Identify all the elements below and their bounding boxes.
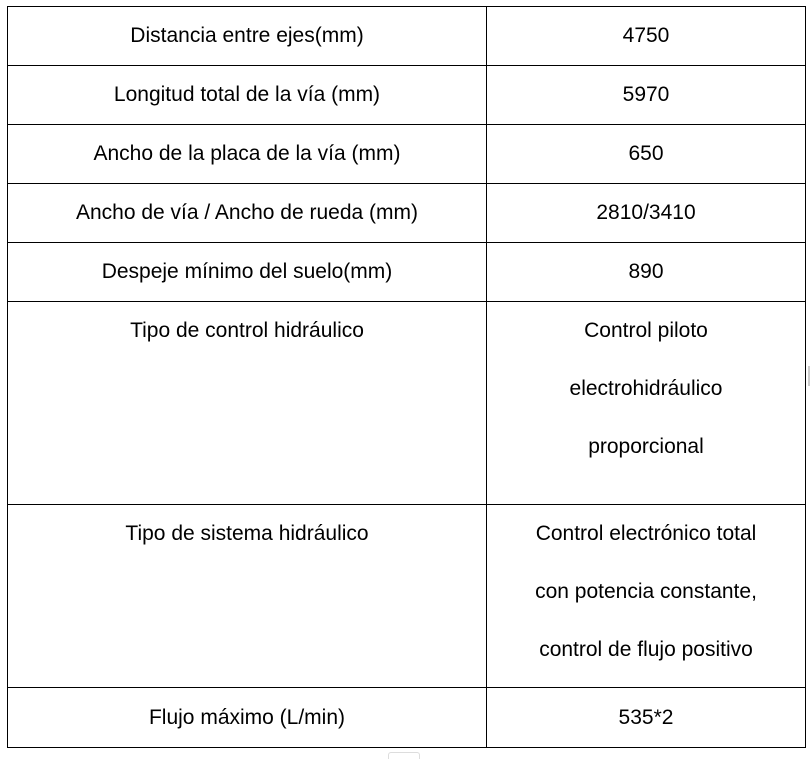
table-row: [8, 7, 806, 66]
row-value-line: Control piloto: [584, 319, 708, 342]
row-value: 890: [487, 243, 806, 302]
row-label: Ancho de la placa de la vía (mm): [8, 125, 487, 184]
row-value: 5970: [487, 66, 806, 125]
row-label: Distancia entre ejes(mm): [8, 7, 487, 66]
table-row: [8, 302, 806, 505]
spec-table: [7, 6, 806, 748]
row-value-line: control de flujo positivo: [539, 638, 753, 661]
table-edge-marker: [808, 366, 810, 386]
table-row: [8, 184, 806, 243]
table-row: [8, 243, 806, 302]
row-label: Flujo máximo (L/min): [8, 688, 487, 748]
row-value: 535*2: [487, 688, 806, 748]
row-value: [487, 505, 806, 688]
table-row: [8, 125, 806, 184]
table-row: [8, 66, 806, 125]
row-value-line: proporcional: [588, 435, 704, 458]
table-resize-handle[interactable]: [388, 752, 420, 759]
row-value: 650: [487, 125, 806, 184]
row-value: [487, 302, 806, 505]
row-label: Ancho de vía / Ancho de rueda (mm): [8, 184, 487, 243]
row-value: 2810/3410: [487, 184, 806, 243]
row-value: 4750: [487, 7, 806, 66]
table-row: [8, 688, 806, 748]
row-label: Tipo de control hidráulico: [8, 302, 487, 505]
row-label: Tipo de sistema hidráulico: [8, 505, 487, 688]
table-row: [8, 505, 806, 688]
row-value-line: con potencia constante,: [535, 580, 757, 603]
row-label: Longitud total de la vía (mm): [8, 66, 487, 125]
row-label: Despeje mínimo del suelo(mm): [8, 243, 487, 302]
row-value-line: Control electrónico total: [535, 522, 757, 545]
row-value-line: electrohidráulico: [569, 377, 723, 400]
